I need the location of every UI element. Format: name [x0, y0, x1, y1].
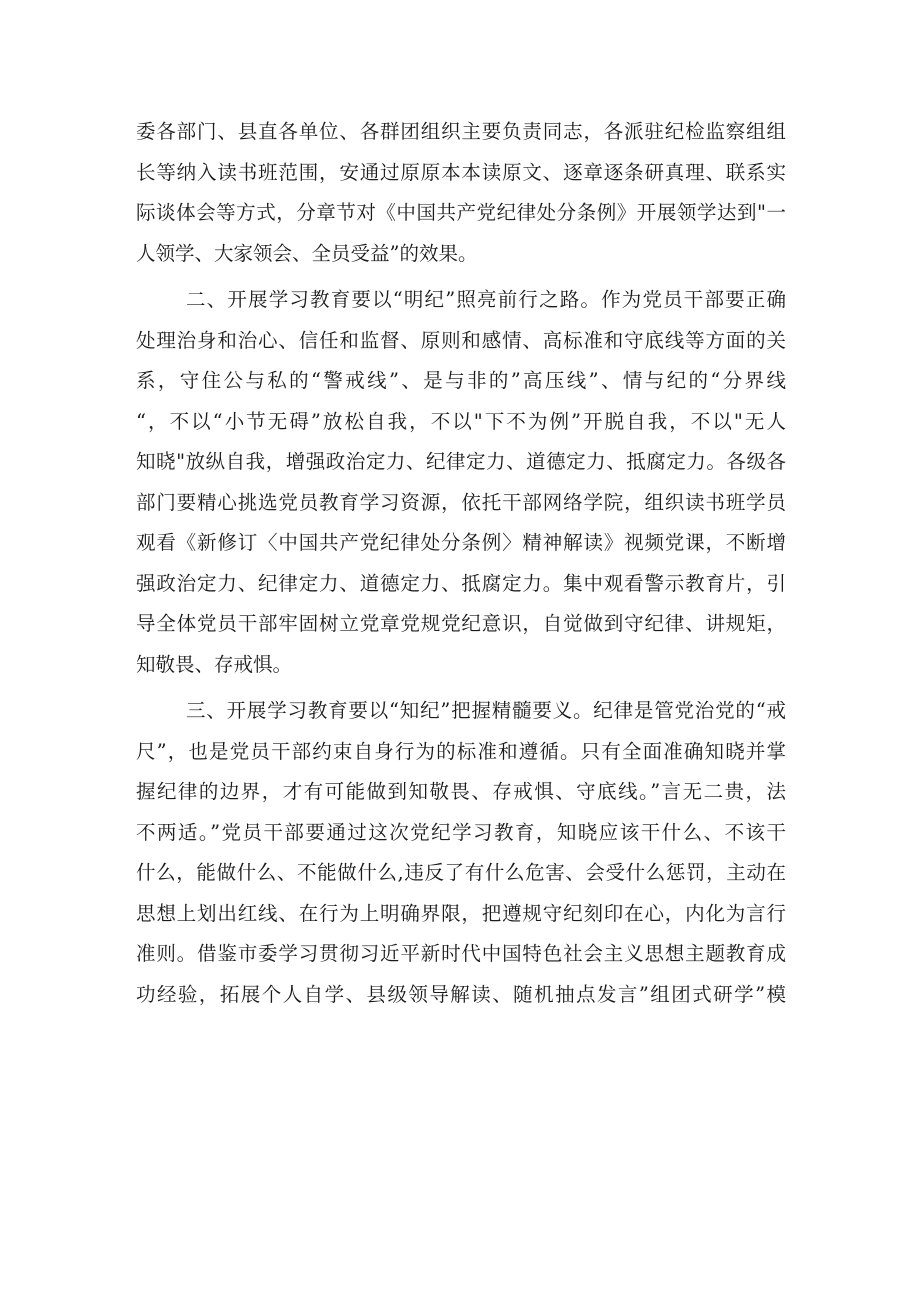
text-line: 二、开展学习教育要以“明纪”照亮前行之路。作为党员干部要正确	[186, 288, 786, 311]
paragraph-continuation	[136, 112, 786, 274]
paragraph-section-two	[136, 280, 786, 685]
text-line: 长等纳入读书班范围，安通过原原本本读原文、逐章逐条研真理、联系实	[136, 160, 786, 184]
text-line: 知敬畏、存戒惧。	[136, 652, 293, 676]
paragraph-section-three	[136, 691, 786, 1015]
text-line: 握纪律的边界，才有可能做到知敬畏、存戒惧、守底线。”言无二贵，法	[136, 780, 786, 803]
text-line: 观看《新修订〈中国共产党纪律处分条例〉精神解读》视频党课，不断增	[136, 531, 786, 554]
text-line: 三、开展学习教育要以“知纪”把握精髓要义。纪律是管党治党的“戒	[186, 699, 786, 722]
text-line: 处理治身和治心、信任和监督、原则和感情、高标准和守底线等方面的关	[136, 328, 786, 352]
text-line: 导全体党员干部牢固树立党章党规党纪意识，自觉做到守纪律、讲规矩，	[136, 612, 786, 635]
text-line: 不两适。”党员干部要通过这次党纪学习教育，知晓应该干什么、不该干	[136, 820, 786, 844]
text-line: 际谈体会等方式，分章节对《中国共产党纪律处分条例》开展领学达到"一	[136, 201, 786, 224]
text-line: 功经验，拓展个人自学、县级领导解读、随机抽点发言”组团式研学”模	[136, 982, 786, 1006]
document-body	[136, 112, 786, 1015]
text-line: 部门要精心挑选党员教育学习资源，依托干部网络学院，组织读书班学员	[136, 490, 786, 514]
text-line: 委各部门、县直各单位、各群团组织主要负责同志，各派驻纪检监察组组	[136, 120, 786, 143]
text-line: “，不以“小节无碍”放松自我，不以"下不为例”开脱自我，不以"无人	[136, 409, 786, 433]
text-line: 尺”，也是党员干部约束自身行为的标准和遵循。只有全面准确知晓并掌	[136, 739, 786, 763]
text-line: 知晓"放纵自我，增强政治定力、纪律定力、道德定力、抵腐定力。各级各	[136, 450, 786, 473]
text-line: 准则。借鉴市委学习贯彻习近平新时代中国特色社会主义思想主题教育成	[136, 942, 786, 965]
text-line: 思想上划出红线、在行为上明确界限，把遵规守纪刻印在心，内化为言行	[136, 901, 786, 925]
text-line: 人领学、大家领会、全员受益”的效果。	[136, 241, 478, 265]
text-line: 什么，能做什么、不能做什么,违反了有什么危害、会受什么惩罚，主动在	[136, 861, 786, 884]
text-line: 系，守住公与私的“警戒线”、是与非的”高压线”、情与纪的“分界线	[136, 369, 786, 392]
text-line: 强政治定力、纪律定力、道德定力、抵腐定力。集中观看警示教育片，引	[136, 571, 786, 595]
